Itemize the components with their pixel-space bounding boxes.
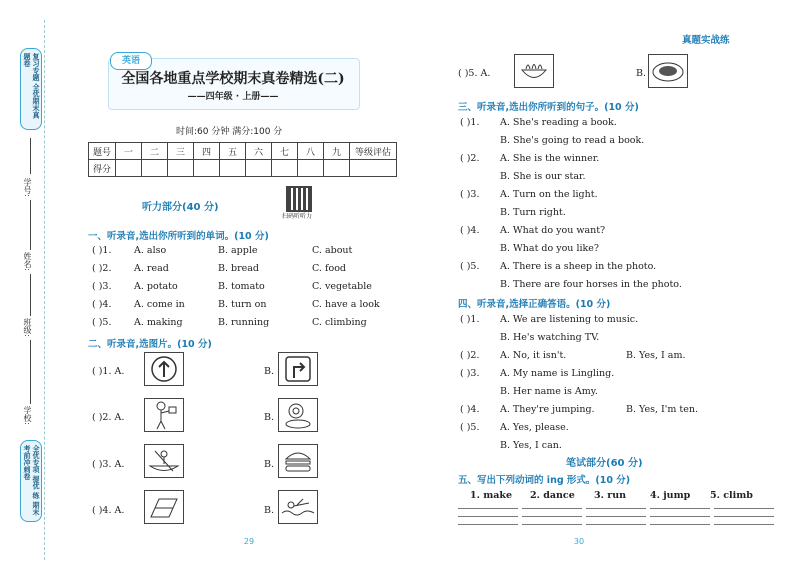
option-b: B. Yes, I am. bbox=[626, 350, 686, 361]
option-b: B. running bbox=[218, 317, 270, 328]
answer-blank[interactable]: ( )3. bbox=[460, 189, 480, 200]
option-a: A. read bbox=[134, 263, 169, 274]
answer-line-3c[interactable] bbox=[586, 524, 646, 525]
picture-option-a[interactable] bbox=[144, 490, 184, 524]
picture-option-a[interactable] bbox=[144, 398, 184, 432]
dotted-cut-line bbox=[44, 20, 45, 560]
answer-line-5b[interactable] bbox=[714, 516, 774, 517]
option-b: B. Yes, I can. bbox=[500, 440, 562, 451]
option-b: B. Turn right. bbox=[500, 207, 566, 218]
grade-label: ——四年级 · 上册—— bbox=[187, 92, 279, 102]
option-a: A. No, it isn't. bbox=[500, 350, 567, 361]
score-table-header-row bbox=[89, 143, 397, 160]
side-line-1 bbox=[30, 138, 31, 174]
option-a: A. making bbox=[134, 317, 183, 328]
answer-line-1[interactable] bbox=[458, 508, 518, 509]
option-b-label: B. bbox=[264, 505, 275, 516]
option-b: B. tomato bbox=[218, 281, 265, 292]
answer-line-3b[interactable] bbox=[586, 516, 646, 517]
verb-5: 5. climb bbox=[710, 490, 753, 501]
score-cell: 三 bbox=[168, 143, 194, 160]
option-a: A. potato bbox=[134, 281, 178, 292]
score-input-cell[interactable] bbox=[350, 160, 397, 177]
side-top-tab bbox=[20, 48, 42, 130]
answer-blank[interactable]: ( )5. bbox=[92, 317, 112, 328]
option-a: A. We are listening to music. bbox=[500, 314, 639, 325]
side-line-3 bbox=[30, 274, 31, 316]
option-a: A. She is the winner. bbox=[500, 153, 600, 164]
answer-line-2[interactable] bbox=[522, 508, 582, 509]
picture-option-a[interactable] bbox=[514, 54, 554, 88]
score-cell: 九 bbox=[324, 143, 350, 160]
score-input-cell[interactable] bbox=[142, 160, 168, 177]
option-b: B. bread bbox=[218, 263, 260, 274]
answer-blank[interactable]: ( )2. bbox=[92, 263, 112, 274]
option-b-label: B. bbox=[264, 459, 275, 470]
option-a: A. Yes, please. bbox=[500, 422, 569, 433]
verb-3: 3. run bbox=[594, 490, 627, 501]
side-line-2 bbox=[30, 200, 31, 250]
score-cell: 五 bbox=[220, 143, 246, 160]
straight-arrow-sign-icon bbox=[145, 353, 183, 385]
picture-option-b[interactable] bbox=[278, 352, 318, 386]
option-a: A. also bbox=[134, 245, 167, 256]
qr-caption: 扫码听听力 bbox=[282, 213, 313, 220]
side-label-xuehao: 学号: bbox=[23, 178, 32, 197]
answer-blank[interactable]: ( )1. bbox=[92, 245, 112, 256]
answer-blank[interactable]: ( )2. bbox=[460, 153, 480, 164]
hamburger-icon bbox=[279, 445, 317, 477]
option-a: A. My name is Lingling. bbox=[500, 368, 615, 379]
subject-badge: 英语 bbox=[110, 52, 152, 70]
answer-blank[interactable]: ( )1. A. bbox=[92, 366, 125, 377]
verb-4: 4. jump bbox=[650, 490, 691, 501]
option-b-label: B. bbox=[636, 68, 647, 79]
side-bottom-tab-text: 全优专项 提优 练 期末考前冲刺卷 bbox=[23, 445, 40, 516]
picture-option-b[interactable] bbox=[278, 490, 318, 524]
answer-blank[interactable]: ( )5. bbox=[460, 261, 480, 272]
rice-plate-icon bbox=[649, 55, 687, 87]
score-input-cell[interactable] bbox=[324, 160, 350, 177]
header-tag: 真题实战练 bbox=[682, 35, 730, 46]
answer-blank[interactable]: ( )1. bbox=[460, 314, 480, 325]
option-b: B. apple bbox=[218, 245, 258, 256]
swimmer-icon bbox=[279, 491, 317, 523]
picture-option-a[interactable] bbox=[144, 444, 184, 478]
option-b-label: B. bbox=[264, 412, 275, 423]
page-title: 全国各地重点学校期末真卷精选(二) bbox=[121, 71, 345, 87]
side-line-4 bbox=[30, 340, 31, 404]
vaulting-box-icon bbox=[145, 491, 183, 523]
side-label-xingming: 姓名: bbox=[23, 252, 32, 271]
answer-blank[interactable]: ( )4. bbox=[92, 299, 112, 310]
option-b: B. turn on bbox=[218, 299, 267, 310]
verb-1: 1. make bbox=[470, 490, 513, 501]
answer-line-2b[interactable] bbox=[522, 516, 582, 517]
qr-code-icon[interactable] bbox=[286, 186, 312, 212]
answer-line-3[interactable] bbox=[586, 508, 646, 509]
answer-blank[interactable]: ( )1. bbox=[460, 117, 480, 128]
score-input-cell[interactable] bbox=[116, 160, 142, 177]
answer-line-4b[interactable] bbox=[650, 516, 710, 517]
score-input-cell[interactable] bbox=[194, 160, 220, 177]
score-cell: 一 bbox=[116, 143, 142, 160]
answer-blank[interactable]: ( )3. bbox=[92, 281, 112, 292]
score-cell: 二 bbox=[142, 143, 168, 160]
answer-line-4[interactable] bbox=[650, 508, 710, 509]
picture-option-b[interactable] bbox=[278, 398, 318, 432]
page-number-right: 30 bbox=[573, 537, 585, 546]
score-cell: 七 bbox=[272, 143, 298, 160]
answer-blank[interactable]: ( )5. bbox=[460, 422, 480, 433]
option-a: A. There is a sheep in the photo. bbox=[500, 261, 657, 272]
answer-blank[interactable]: ( )3. A. bbox=[92, 459, 125, 470]
score-cell: 八 bbox=[298, 143, 324, 160]
answer-blank[interactable]: ( )2. A. bbox=[92, 412, 125, 423]
picture-option-b[interactable] bbox=[278, 444, 318, 478]
boy-reading-icon bbox=[145, 399, 183, 431]
sec2-title: 二、听录音,选图片。(10 分) bbox=[88, 339, 212, 350]
answer-blank[interactable]: ( )2. bbox=[460, 350, 480, 361]
score-input-cell[interactable] bbox=[220, 160, 246, 177]
answer-line-4c[interactable] bbox=[650, 524, 710, 525]
side-label-xuexiao: 学校: bbox=[23, 406, 32, 425]
page-number-left: 29 bbox=[243, 537, 255, 546]
score-input-cell[interactable] bbox=[298, 160, 324, 177]
score-cell: 六 bbox=[246, 143, 272, 160]
option-b: B. What do you like? bbox=[500, 243, 599, 254]
option-b: B. Yes, I'm ten. bbox=[626, 404, 698, 415]
picture-option-a[interactable] bbox=[144, 352, 184, 386]
turn-right-sign-icon bbox=[279, 353, 317, 385]
score-cell: 题号 bbox=[89, 143, 116, 160]
option-a: A. What do you want? bbox=[500, 225, 606, 236]
score-input-cell[interactable] bbox=[246, 160, 272, 177]
answer-line-1b[interactable] bbox=[458, 516, 518, 517]
option-c: C. about bbox=[312, 245, 353, 256]
score-cell: 等级评估 bbox=[350, 143, 397, 160]
option-b: B. There are four horses in the photo. bbox=[500, 279, 682, 290]
sec5-title: 五、写出下列动词的 ing 形式。(10 分) bbox=[458, 475, 631, 486]
rowing-boat-icon bbox=[145, 445, 183, 477]
answer-blank[interactable]: ( )5. A. bbox=[458, 68, 491, 79]
option-a: A. They're jumping. bbox=[500, 404, 595, 415]
diver-icon bbox=[279, 399, 317, 431]
sec1-title: 一、听录音,选出你所听到的单词。(10 分) bbox=[88, 231, 269, 242]
answer-line-5c[interactable] bbox=[714, 524, 774, 525]
sec3-title: 三、听录音,选出你所听到的句子。(10 分) bbox=[458, 102, 639, 113]
score-input-cell[interactable] bbox=[168, 160, 194, 177]
time-score-line: 时间:60 分钟 满分:100 分 bbox=[176, 127, 283, 137]
option-c: C. food bbox=[312, 263, 347, 274]
option-a: A. She's reading a book. bbox=[500, 117, 617, 128]
option-c: C. climbing bbox=[312, 317, 367, 328]
answer-blank[interactable]: ( )4. bbox=[460, 404, 480, 415]
answer-blank[interactable]: ( )4. bbox=[460, 225, 480, 236]
verb-2: 2. dance bbox=[530, 490, 575, 501]
option-a: A. Turn on the light. bbox=[500, 189, 598, 200]
option-c: C. vegetable bbox=[312, 281, 372, 292]
score-input-cell[interactable] bbox=[272, 160, 298, 177]
answer-line-2c[interactable] bbox=[522, 524, 582, 525]
answer-blank[interactable]: ( )3. bbox=[460, 368, 480, 379]
option-b: B. She's going to read a book. bbox=[500, 135, 645, 146]
side-label-banji: 班级: bbox=[23, 318, 32, 337]
option-a: A. come in bbox=[134, 299, 185, 310]
answer-line-1c[interactable] bbox=[458, 524, 518, 525]
option-b: B. Her name is Amy. bbox=[500, 386, 598, 397]
score-table-score-row bbox=[89, 160, 397, 177]
side-bottom-tab bbox=[20, 440, 42, 522]
picture-option-b[interactable] bbox=[648, 54, 688, 88]
option-b: B. She is our star. bbox=[500, 171, 586, 182]
option-b: B. He's watching TV. bbox=[500, 332, 600, 343]
option-c: C. have a look bbox=[312, 299, 380, 310]
score-cell: 四 bbox=[194, 143, 220, 160]
writing-heading: 笔试部分(60 分) bbox=[566, 458, 643, 469]
side-top-tab-text: 复习专题 全优期末真题卷 bbox=[23, 53, 40, 119]
answer-line-5[interactable] bbox=[714, 508, 774, 509]
option-b-label: B. bbox=[264, 366, 275, 377]
score-table bbox=[88, 142, 397, 177]
noodle-bowl-icon bbox=[515, 55, 553, 87]
score-row-label: 得分 bbox=[89, 160, 116, 177]
listening-heading: 听力部分(40 分) bbox=[142, 202, 219, 213]
sec4-title: 四、听录音,选择正确答语。(10 分) bbox=[458, 299, 611, 310]
answer-blank[interactable]: ( )4. A. bbox=[92, 505, 125, 516]
